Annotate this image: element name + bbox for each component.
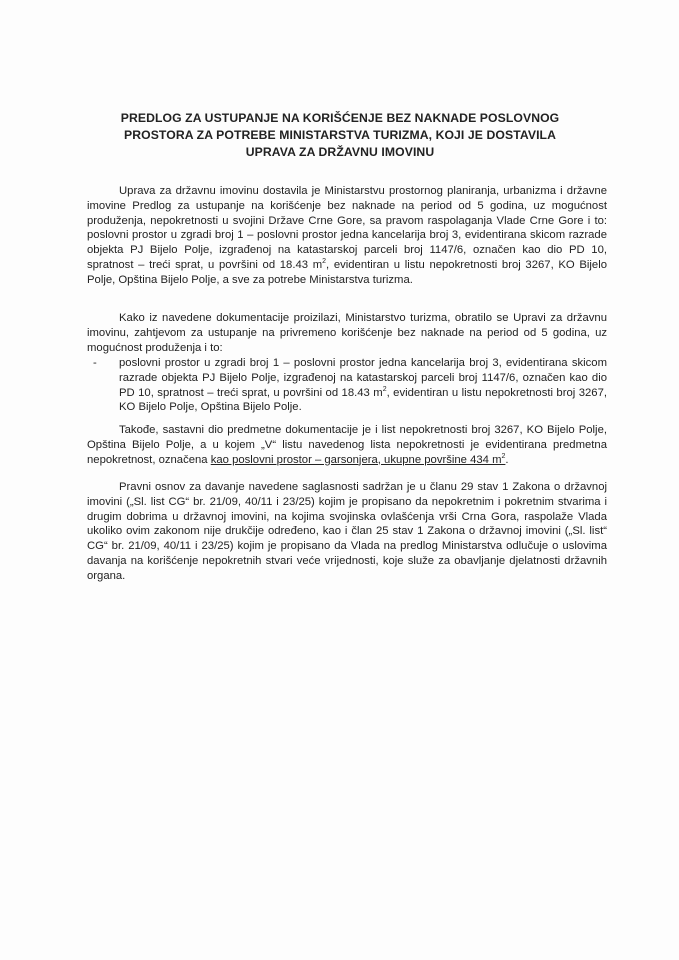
paragraph-intro-sup: 2 (322, 258, 327, 266)
list-item (87, 356, 607, 415)
paragraph-intro-tail: , evidentiran u listu nepokretnosti broj 3267, KO Bijelo Polje, Opština Bijelo Polje, a sve za potrebe Ministarstva turizma. (87, 258, 607, 286)
underlined-sup: 2 (501, 452, 506, 460)
list-item-text (119, 356, 607, 415)
paragraph-legal-basis-text: Pravni osnov za davanje navedene saglasnosti sadržan je u članu 29 stav 1 Zakona o državnoj imovini („Sl. list CG“ br. 21/09, 40/11 i 23/25) kojim je propisano da nepokretnim i pokretnim stvarima i drugim dobrima u državnoj imovini, na kojima svojinska ovlašćenja vrši Crna Gora, raspolaže Vlada ukoliko ovim zakonom nije drukčije određeno, kao i član 25 stav 1 Zakona o državnoj imovini („Sl. list“ CG“ br. 21/09, 40/11 i 23/25) kojim je propisano da Vlada na predlog Ministarstva odlučuje o uslovima davanja na korišćenje nepokretnih stvari veće vrijednosti, koje služe za obavljanje djelatnosti državnih organa. (87, 481, 607, 582)
paragraph-documentation (87, 423, 607, 467)
paragraph-request-text: Kako iz navedene dokumentacije proizilazi, Ministarstvo turizma, obratilo se Upravi za državnu imovinu, zahtjevom za ustupanje na privremeno korišćenje bez naknade na period od 5 godina, uz mogućnost produženja i to: (87, 312, 607, 354)
document-title (60, 110, 620, 161)
list-item-sup: 2 (382, 385, 387, 393)
bullet-dash: - (93, 357, 97, 369)
underlined-text: kao poslovni prostor – garsonjera, ukupne površine 434 m (210, 453, 502, 466)
paragraph-intro-text: Uprava za državnu imovinu dostavila je Ministarstvu prostornog planiranja, urbanizma i državne imovine Predlog za ustupanje na korišćenje bez naknade na period od 5 godina, uz mogućnost produženja, nepokretnosti u svojini Države Crne Gore, sa pravom raspolaganja Vlade Crne Gore i to: poslovni prostor u zgradi broj 1 – poslovni prostor jedna kancelarija broj 3, evidentirana skicom razrade objekta PJ Bijelo Polje, izgrađenoj na katastarskoj parceli broj 1147/6, označen kao dio PD 10, spratnost – treći sprat, u površini od 18.43 m (87, 185, 607, 271)
paragraph-intro (87, 184, 607, 288)
title-line-2: PROSTORA ZA POTREBE MINISTARSTVA TURIZMA, KOJI JE DOSTAVILA (123, 128, 557, 142)
underlined-description (210, 452, 509, 466)
paragraph-request (87, 311, 607, 355)
paragraph-documentation-text: Takođe, sastavni dio predmetne dokumentacije je i list nepokretnosti broj 3267, KO Bijelo Polje, Opština Bijelo Polje, a u kojem „V“ listu navedenog lista nepokretnosti je evidentirana predmetna nepokretnost, označena (87, 424, 607, 466)
title-line-3: UPRAVA ZA DRŽAVNU IMOVINU (245, 145, 435, 159)
list-item-tail: , evidentiran u listu nepokretnosti broj 3267, KO Bijelo Polje, Opština Bijelo Polje. (119, 386, 607, 414)
paragraph-legal-basis (87, 480, 607, 584)
list-item-body: poslovni prostor u zgradi broj 1 – poslovni prostor jedna kancelarija broj 3, evidentirana skicom razrade objekta PJ Bijelo Polje, izgrađenoj na katastarskoj parceli broj 1147/6, označen kao dio PD 10, spratnost – treći sprat, u površini od 18.43 m (119, 357, 607, 399)
title-line-1: PREDLOG ZA USTUPANJE NA KORIŠĆENJE BEZ NAKNADE POSLOVNOG (120, 111, 560, 125)
paragraph-documentation-tail: . (505, 453, 509, 466)
